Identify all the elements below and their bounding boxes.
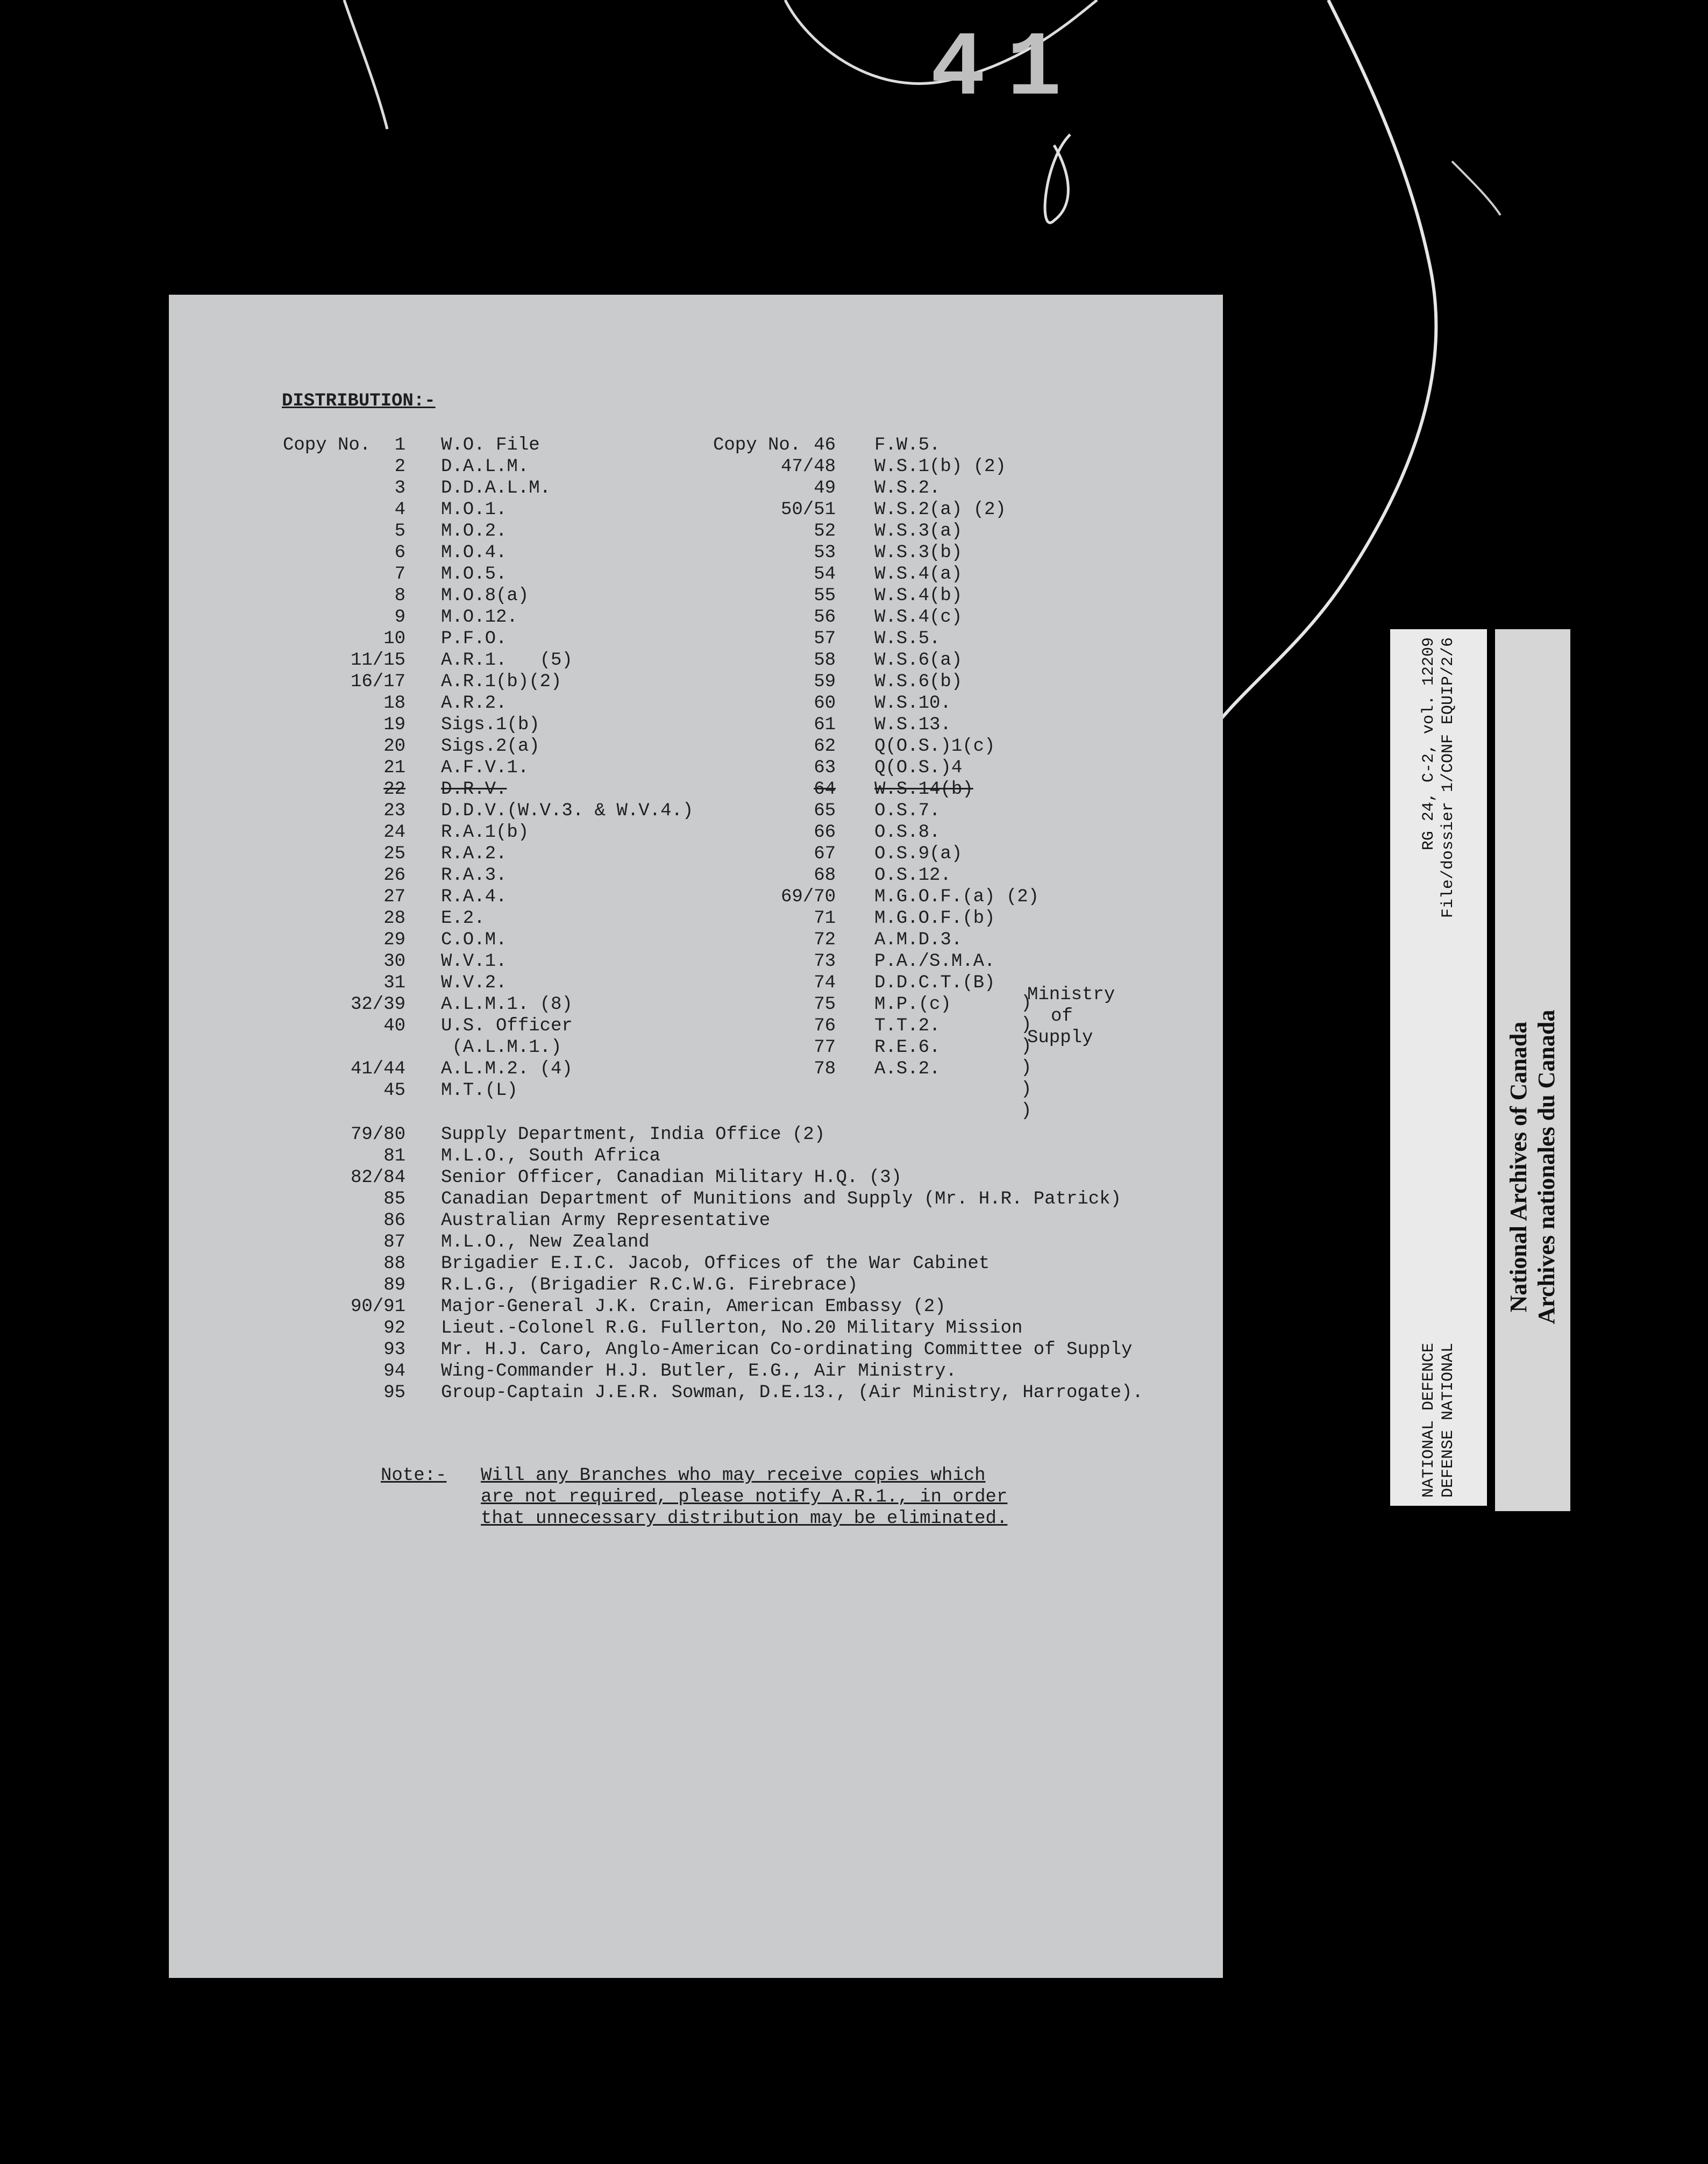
- copy-number: 56: [814, 607, 836, 628]
- recipient-name: M.P.(c): [874, 994, 951, 1015]
- copy-number: 87: [383, 1232, 405, 1252]
- recipient-name: R.E.6.: [874, 1037, 941, 1058]
- copy-number: 59: [814, 672, 836, 692]
- copy-number: 9: [394, 607, 405, 628]
- recipient-name: Mr. H.J. Caro, Anglo-American Co-ordinating Committee of Supply: [441, 1340, 1133, 1360]
- copy-number: 29: [383, 930, 405, 950]
- copy-label-right: Copy No.: [713, 435, 801, 455]
- copy-number: 95: [383, 1383, 405, 1403]
- recipient-name: W.S.14(b): [874, 779, 973, 800]
- label-nd-ref1: RG 24, C-2, vol. 12209: [1420, 637, 1438, 851]
- document-page: [169, 295, 1223, 1978]
- recipient-name: M.O.12.: [441, 607, 518, 628]
- copy-number: 22: [383, 779, 405, 800]
- recipient-name: M.L.O., South Africa: [441, 1146, 661, 1166]
- copy-number: 10: [383, 629, 405, 649]
- copy-number: 90/91: [350, 1297, 405, 1317]
- recipient-name: W.S.2(a) (2): [874, 500, 1006, 520]
- recipient-name: W.S.3(b): [874, 543, 963, 563]
- label-nd-line2: DEFENSE NATIONAL: [1439, 1342, 1457, 1498]
- copy-number: 62: [814, 736, 836, 757]
- copy-number: 64: [814, 779, 836, 800]
- copy-label-left: Copy No.: [283, 435, 371, 455]
- label-nd-line1: NATIONAL DEFENCE: [1420, 1342, 1438, 1498]
- copy-number: 63: [814, 758, 836, 778]
- recipient-name: W.S.13.: [874, 715, 951, 735]
- recipient-name: W.O. File: [441, 435, 540, 455]
- copy-number: 8: [394, 586, 405, 606]
- copy-number: 6: [394, 543, 405, 563]
- recipient-name: Lieut.-Colonel R.G. Fullerton, No.20 Military Mission: [441, 1318, 1023, 1339]
- recipient-name: W.S.3(a): [874, 521, 963, 542]
- copy-number: 85: [383, 1189, 405, 1209]
- recipient-name: P.F.O.: [441, 629, 507, 649]
- copy-number: 49: [814, 478, 836, 499]
- film-fiber: [1045, 134, 1070, 223]
- recipient-name: D.R.V.: [441, 779, 507, 800]
- recipient-name: R.A.4.: [441, 887, 507, 907]
- copy-number: 66: [814, 822, 836, 843]
- copy-number: 76: [814, 1016, 836, 1036]
- recipient-name: Wing-Commander H.J. Butler, E.G., Air Ministry.: [441, 1361, 957, 1382]
- recipient-name: M.L.O., New Zealand: [441, 1232, 650, 1252]
- copy-number: 23: [383, 801, 405, 821]
- copy-number: 45: [383, 1080, 405, 1101]
- stamp-number: 41: [930, 18, 1084, 122]
- recipient-name: D.D.A.L.M.: [441, 478, 551, 499]
- copy-number: 7: [394, 564, 405, 585]
- recipient-name: Australian Army Representative: [441, 1211, 771, 1231]
- recipient-name: M.O.5.: [441, 564, 507, 585]
- copy-number: 30: [383, 951, 405, 972]
- recipient-name: W.S.4(b): [874, 586, 963, 606]
- recipient-name: F.W.5.: [874, 435, 941, 455]
- copy-number: 68: [814, 865, 836, 886]
- recipient-name: M.O.1.: [441, 500, 507, 520]
- copy-number: 11/15: [350, 650, 405, 671]
- recipient-name: E.2.: [441, 908, 485, 929]
- copy-number: 4: [394, 500, 405, 520]
- copy-number: 77: [814, 1037, 836, 1058]
- recipient-name: A.F.V.1.: [441, 758, 529, 778]
- copy-number: 28: [383, 908, 405, 929]
- note-line: are not required, please notify A.R.1., in order: [481, 1487, 1008, 1507]
- copy-number: 27: [383, 887, 405, 907]
- national-defence-label-text: [1419, 637, 1458, 1498]
- recipient-name: R.L.G., (Brigadier R.C.W.G. Firebrace): [441, 1275, 858, 1295]
- film-fiber: [1452, 161, 1500, 215]
- recipient-name: A.M.D.3.: [874, 930, 963, 950]
- recipient-name: R.A.1(b): [441, 822, 529, 843]
- copy-number: 74: [814, 973, 836, 993]
- recipient-name: W.S.10.: [874, 693, 951, 714]
- recipient-name: W.S.2.: [874, 478, 941, 499]
- recipient-name: W.S.4(c): [874, 607, 963, 628]
- recipient-name: R.A.3.: [441, 865, 507, 886]
- recipient-name: P.A./S.M.A.: [874, 951, 995, 972]
- copy-number: 54: [814, 564, 836, 585]
- copy-number: 82/84: [350, 1168, 405, 1188]
- copy-number: 71: [814, 908, 836, 929]
- recipient-name: Canadian Department of Munitions and Supply (Mr. H.R. Patrick): [441, 1189, 1122, 1209]
- copy-number: 2: [394, 457, 405, 477]
- recipient-name: Sigs.2(a): [441, 736, 540, 757]
- recipient-name: W.V.2.: [441, 973, 507, 993]
- copy-number: 1: [394, 435, 405, 455]
- national-defence-label: [1390, 629, 1487, 1506]
- copy-number: 79/80: [350, 1124, 405, 1145]
- ministry-supply-label: Supply: [1027, 1028, 1093, 1048]
- label-na-line2: Archives nationales du Canada: [1533, 1009, 1560, 1325]
- recipient-name: A.R.2.: [441, 693, 507, 714]
- recipient-name: Senior Officer, Canadian Military H.Q. (3): [441, 1168, 902, 1188]
- recipient-name: O.S.12.: [874, 865, 951, 886]
- recipient-name: Q(O.S.)4: [874, 758, 963, 778]
- recipient-name: Supply Department, India Office (2): [441, 1124, 825, 1145]
- copy-number: 67: [814, 844, 836, 864]
- copy-number: 46: [814, 435, 836, 455]
- copy-number: 24: [383, 822, 405, 843]
- recipient-name: W.S.6(b): [874, 672, 963, 692]
- copy-number: 52: [814, 521, 836, 542]
- film-fiber: [344, 0, 387, 129]
- copy-number: 58: [814, 650, 836, 671]
- recipient-name: Sigs.1(b): [441, 715, 540, 735]
- copy-number: 16/17: [350, 672, 405, 692]
- note-label: Note:-: [381, 1465, 447, 1486]
- recipient-name: T.T.2.: [874, 1016, 941, 1036]
- recipient-name: M.O.2.: [441, 521, 507, 542]
- copy-number: 72: [814, 930, 836, 950]
- recipient-name: A.R.1. (5): [441, 650, 573, 671]
- recipient-name: A.R.1(b)(2): [441, 672, 562, 692]
- copy-number: 75: [814, 994, 836, 1015]
- copy-number: 93: [383, 1340, 405, 1360]
- recipient-name: (A.L.M.1.): [441, 1037, 562, 1058]
- copy-number: 60: [814, 693, 836, 714]
- copy-number: 31: [383, 973, 405, 993]
- recipient-name: W.S.6(a): [874, 650, 963, 671]
- copy-number: 18: [383, 693, 405, 714]
- recipient-name: D.D.C.T.(B): [874, 973, 995, 993]
- copy-number: 21: [383, 758, 405, 778]
- recipient-name: Q(O.S.)1(c): [874, 736, 995, 757]
- copy-number: 69/70: [780, 887, 836, 907]
- copy-number: 89: [383, 1275, 405, 1295]
- copy-number: 73: [814, 951, 836, 972]
- label-na-line1: National Archives of Canada: [1505, 1021, 1532, 1313]
- recipient-name: Brigadier E.I.C. Jacob, Offices of the War Cabinet: [441, 1254, 990, 1274]
- copy-number: 50/51: [780, 500, 836, 520]
- recipient-name: W.S.4(a): [874, 564, 963, 585]
- recipient-name: M.T.(L): [441, 1080, 518, 1101]
- recipient-name: A.L.M.2. (4): [441, 1059, 573, 1079]
- copy-number: 3: [394, 478, 405, 499]
- recipient-name: D.D.V.(W.V.3. & W.V.4.): [441, 801, 694, 821]
- note-line: Will any Branches who may receive copies which: [481, 1465, 986, 1486]
- copy-number: 78: [814, 1059, 836, 1079]
- recipient-name: M.O.8(a): [441, 586, 529, 606]
- copy-number: 19: [383, 715, 405, 735]
- recipient-name: O.S.7.: [874, 801, 941, 821]
- bracket-mark: ) ) ) ) ) ): [1021, 993, 1032, 1121]
- copy-number: 57: [814, 629, 836, 649]
- copy-number: 25: [383, 844, 405, 864]
- recipient-name: O.S.8.: [874, 822, 941, 843]
- note-line: that unnecessary distribution may be eliminated.: [481, 1508, 1008, 1529]
- national-archives-label: [1495, 629, 1570, 1511]
- recipient-name: O.S.9(a): [874, 844, 963, 864]
- distribution-heading: DISTRIBUTION:-: [282, 391, 436, 411]
- recipient-name: A.S.2.: [874, 1059, 941, 1079]
- copy-number: 20: [383, 736, 405, 757]
- recipient-name: Major-General J.K. Crain, American Embassy (2): [441, 1297, 946, 1317]
- recipient-name: W.S.5.: [874, 629, 941, 649]
- recipient-name: Group-Captain J.E.R. Sowman, D.E.13., (Air Ministry, Harrogate).: [441, 1383, 1143, 1403]
- copy-number: 65: [814, 801, 836, 821]
- copy-number: 86: [383, 1211, 405, 1231]
- recipient-name: M.O.4.: [441, 543, 507, 563]
- copy-number: 88: [383, 1254, 405, 1274]
- copy-number: 41/44: [350, 1059, 405, 1079]
- label-nd-ref2: File/dossier 1/CONF EQUIP/2/6: [1439, 637, 1457, 919]
- ministry-of-label: of: [1051, 1006, 1073, 1027]
- ministry-label: Ministry: [1027, 985, 1115, 1005]
- recipient-name: R.A.2.: [441, 844, 507, 864]
- copy-number: 47/48: [780, 457, 836, 477]
- copy-number: 53: [814, 543, 836, 563]
- national-archives-label-text: [1505, 898, 1561, 1436]
- recipient-name: C.O.M.: [441, 930, 507, 950]
- recipient-name: A.L.M.1. (8): [441, 994, 573, 1015]
- copy-number: 5: [394, 521, 405, 542]
- recipient-name: W.V.1.: [441, 951, 507, 972]
- recipient-name: M.G.O.F.(b): [874, 908, 995, 929]
- copy-number: 92: [383, 1318, 405, 1339]
- copy-number: 81: [383, 1146, 405, 1166]
- recipient-name: M.G.O.F.(a) (2): [874, 887, 1040, 907]
- recipient-name: U.S. Officer: [441, 1016, 573, 1036]
- recipient-name: W.S.1(b) (2): [874, 457, 1006, 477]
- copy-number: 55: [814, 586, 836, 606]
- copy-number: 40: [383, 1016, 405, 1036]
- copy-number: 26: [383, 865, 405, 886]
- copy-number: 61: [814, 715, 836, 735]
- copy-number: 94: [383, 1361, 405, 1382]
- copy-number: 32/39: [350, 994, 405, 1015]
- recipient-name: D.A.L.M.: [441, 457, 529, 477]
